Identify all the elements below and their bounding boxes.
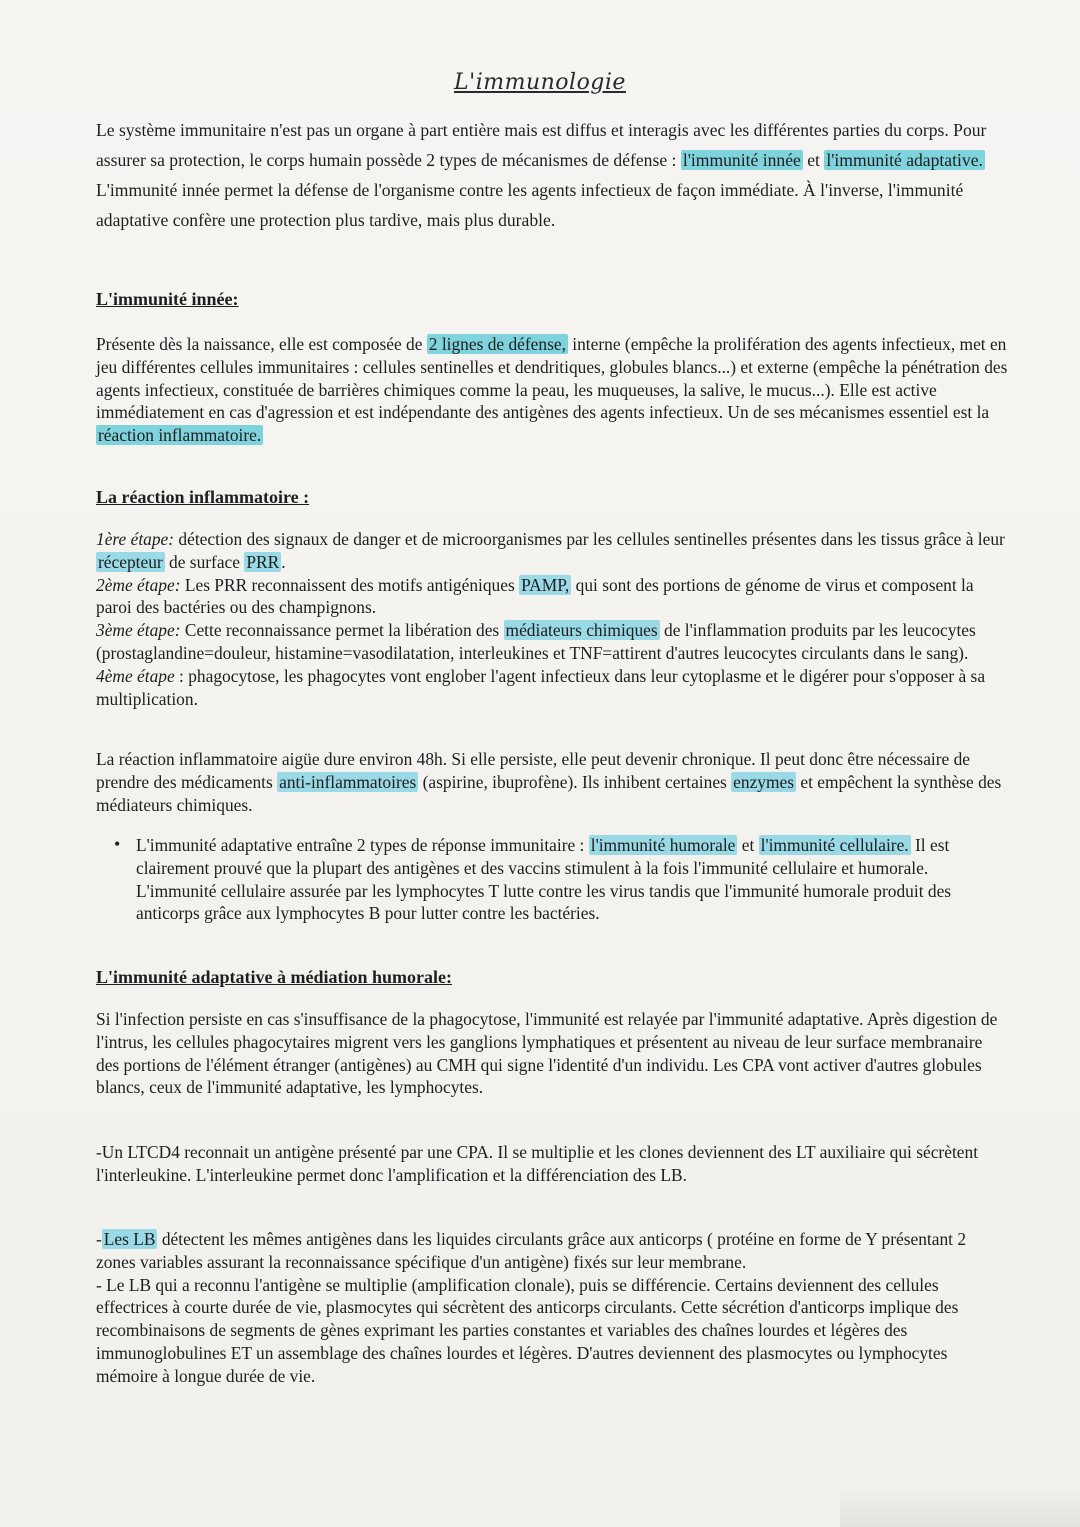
inflammation-steps <box>96 528 1008 710</box>
page-shadow <box>840 1487 1080 1527</box>
step-4 <box>96 665 1008 711</box>
highlight-anti-inflammatoires: anti-inflammatoires <box>279 771 417 792</box>
inflammation-chronic-paragraph <box>96 748 1008 816</box>
step-2-text-2: qui sont des portions de génome de virus et composent la paroi des bactéries ou des champignons. <box>96 574 974 618</box>
step-1-text-1: détection des signaux de danger et de microorganismes par les cellules sentinelles présentes dans les tissus grâce à leur <box>174 529 1005 549</box>
heading-inflammation: La réaction inflammatoire : <box>96 487 310 507</box>
page-title: L'immunologie <box>454 70 626 95</box>
highlight-lignes-defense: 2 lignes de défense, <box>428 334 566 354</box>
step-4-label: 4ème étape <box>96 665 175 686</box>
highlight-immunite-adaptative: l'immunité adaptative. <box>826 150 983 170</box>
humorale-paragraph-3 <box>96 1228 1008 1388</box>
section-heading-humorale <box>96 966 1008 989</box>
step-4-text-1: : phagocytose, les phagocytes vont englober l'agent infectieux dans leur cytoplasme et le digérer pour s'opposer à sa multiplication. <box>96 665 986 709</box>
heading-humorale: L'immunité adaptative à médiation humorale: <box>96 967 452 987</box>
humorale-text-1: Si l'infection persiste en cas s'insuffisance de la phagocytose, l'immunité est relayée par l'immunité adaptative. Après digestion de l'intrus, les cellules phagocytaires migrent vers les ganglions lymphatiques et présentent au niveau de leur surface membranaire des portions de l'élément étranger (antigènes) au CMH qui signe l'identité d'un individu. Les CPA vont activer d'autres globules blancs, ceux de l'immunité adaptative, les lymphocytes. <box>96 1009 998 1098</box>
chronic-text-3: et empêchent la synthèse des médiateurs chimiques. <box>96 771 1002 815</box>
chronic-text-1: La réaction inflammatoire aigüe dure environ 48h. Si elle persiste, elle peut devenir chronique. Il peut donc être nécessaire de prendre des médicaments <box>96 749 971 792</box>
innee-text-1: Présente dès la naissance, elle est composée de <box>96 334 427 354</box>
step-2-text-1: Les PRR reconnaissent des motifs antigéniques <box>180 574 520 595</box>
bullet-marker: • <box>114 834 121 854</box>
chronic-text-2: (aspirine, ibuprofène). Ils inhibent certaines <box>418 771 732 792</box>
intro-paragraph <box>96 115 1008 235</box>
innee-paragraph <box>96 333 1008 447</box>
humorale-paragraph-1 <box>96 1008 1008 1099</box>
step-2-label: 2ème étape: <box>96 574 181 595</box>
humorale-text-4: - Le LB qui a reconnu l'antigène se multiplie (amplification clonale), puis se différencie. Certains deviennent des cellules effectrices à courte durée de vie, plasmocytes qui sécrètent des anticorps circulants. Cette sécrétion d'anticorps implique des recombinaisons de segments de gènes exprimant les parties constantes et variables des chaînes lourdes et légères des immunoglobulines ET un assemblage des chaînes lourdes et légères. D'autres deviennent des plasmocytes ou lymphocytes mémoire à longue durée de vie. <box>96 1274 959 1386</box>
highlight-mediateurs-chimiques: médiateurs chimiques <box>505 620 658 641</box>
highlight-pamp: PAMP, <box>521 574 570 595</box>
step-3-label: 3ème étape: <box>96 620 181 641</box>
highlight-immunite-cellulaire: l'immunité cellulaire. <box>760 835 909 855</box>
highlight-reaction-inflammatoire: réaction inflammatoire. <box>98 425 262 446</box>
step-1 <box>96 528 1008 574</box>
humorale-dash: - <box>96 1229 102 1249</box>
heading-innee: L'immunité innée: <box>96 289 239 309</box>
step-1-text-3: . <box>281 551 286 572</box>
intro-text-1: Le système immunitaire n'est pas un organe à part entière mais est diffus et interagis avec les différentes parties du corps. Pour assurer sa protection, le corps humain possède 2 types de mécanismes de défense : <box>96 120 987 170</box>
humorale-paragraph-2 <box>96 1141 1008 1187</box>
bullet-text-1: L'immunité adaptative entraîne 2 types de réponse immunitaire : <box>136 835 589 855</box>
step-2 <box>96 574 1008 620</box>
highlight-recepteur: récepteur <box>98 551 163 572</box>
highlight-immunite-innee: l'immunité innée <box>682 150 801 170</box>
section-heading-innee <box>96 288 1008 311</box>
innee-text-2: interne (empêche la prolifération des agents infectieux, met en jeu différentes cellules immunitaires : cellules sentinelles et dendritiques, globules blancs...) et externe (empêche la pénétration des agents infectieux, constituée de barrières chimiques comme la peau, les muqueuses, la salive, le mucus...). Elle est active immédiatement en cas d'agression et est indépendante des antigènes des agents infectieux. Un de ses mécanismes essentiel est la <box>96 334 1008 423</box>
highlight-enzymes: enzymes <box>733 771 795 792</box>
bullet-text-3: Il est clairement prouvé que la plupart des antigènes et des vaccins stimulent à la fois l'immunité cellulaire et humorale. L'immunité cellulaire assurée par les lymphocytes T lutte contre les virus tandis que l'immunité humorale produit des anticorps grâce aux lymphocytes B pour lutter contre les bactéries. <box>136 835 952 924</box>
section-heading-inflammation <box>96 486 1008 509</box>
intro-text-3: L'immunité innée permet la défense de l'organisme contre les agents infectieux de façon immédiate. À l'inverse, l'immunité adaptative confère une protection plus tardive, mais plus durable. <box>96 180 964 230</box>
humorale-text-3: détectent les mêmes antigènes dans les liquides circulants grâce aux anticorps ( protéine en forme de Y présentant 2 zones variables assurant la reconnaissance spécifique d'un antigène) fixés sur leur membrane. <box>96 1229 967 1272</box>
step-1-text-2: de surface <box>164 551 245 572</box>
step-1-label: 1ère étape: <box>96 529 175 549</box>
bullet-text-2: et <box>737 835 759 855</box>
humorale-text-2: -Un LTCD4 reconnait un antigène présenté par une CPA. Il se multiplie et les clones deviennent des LT auxiliaire qui sécrètent l'interleukine. L'interleukine permet donc l'amplification et la différenciation des LB. <box>96 1142 979 1185</box>
intro-text-2: et <box>802 150 825 170</box>
highlight-les-lb: Les LB <box>103 1229 156 1249</box>
bullet-paragraph <box>136 834 1008 925</box>
step-3 <box>96 619 1008 665</box>
step-3-text-2: de l'inflammation produits par les leucocytes (prostaglandine=douleur, histamine=vasodilatation, interleukines et TNF=attirent d'autres leucocytes circulants dans le sang). <box>96 620 976 663</box>
highlight-immunite-humorale: l'immunité humorale <box>590 835 736 855</box>
step-3-text-1: Cette reconnaissance permet la libération des <box>180 620 504 641</box>
highlight-prr: PRR <box>246 551 280 572</box>
